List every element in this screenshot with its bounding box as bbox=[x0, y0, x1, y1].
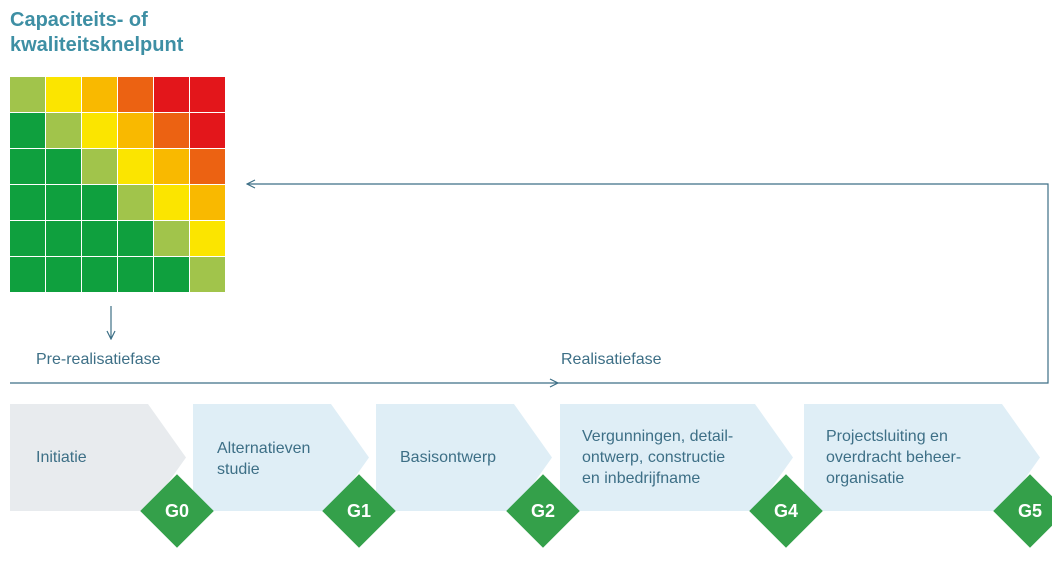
step-line: en inbedrijfname bbox=[582, 470, 701, 487]
gate-label: G4 bbox=[773, 500, 798, 521]
gate-g0 bbox=[137, 471, 217, 551]
gate-label: G0 bbox=[164, 500, 189, 521]
step-label-projectsluiting bbox=[826, 426, 961, 489]
phase-label-pre: Pre-realisatiefase bbox=[36, 351, 161, 368]
step-line: ontwerp, constructie bbox=[582, 449, 726, 466]
gate-label: G5 bbox=[1017, 500, 1042, 521]
step-label-vergunningen bbox=[582, 426, 733, 489]
step-line: Initiatie bbox=[36, 449, 87, 466]
gate-label: G1 bbox=[346, 500, 371, 521]
gate-g1 bbox=[319, 471, 399, 551]
step-line: overdracht beheer- bbox=[826, 449, 962, 466]
step-line: Alternatieven bbox=[217, 440, 311, 457]
step-line: organisatie bbox=[826, 470, 905, 487]
title-line-1: Capaciteits- of bbox=[10, 9, 148, 31]
gate-g4 bbox=[746, 471, 826, 551]
gate-label: G2 bbox=[530, 500, 555, 521]
gate-g5 bbox=[990, 471, 1052, 551]
step-line: Vergunningen, detail- bbox=[582, 428, 734, 445]
step-line: Basisontwerp bbox=[400, 449, 497, 466]
step-line: Projectsluiting en bbox=[826, 428, 948, 445]
title-line-2: kwaliteitsknelpunt bbox=[10, 34, 184, 56]
step-label-alternatieven bbox=[217, 438, 310, 480]
step-label-initiatie bbox=[36, 447, 87, 468]
phase-label-realisatie: Realisatiefase bbox=[561, 351, 662, 368]
gate-g2 bbox=[503, 471, 583, 551]
step-label-basisontwerp bbox=[400, 447, 496, 468]
step-line: studie bbox=[217, 461, 260, 478]
